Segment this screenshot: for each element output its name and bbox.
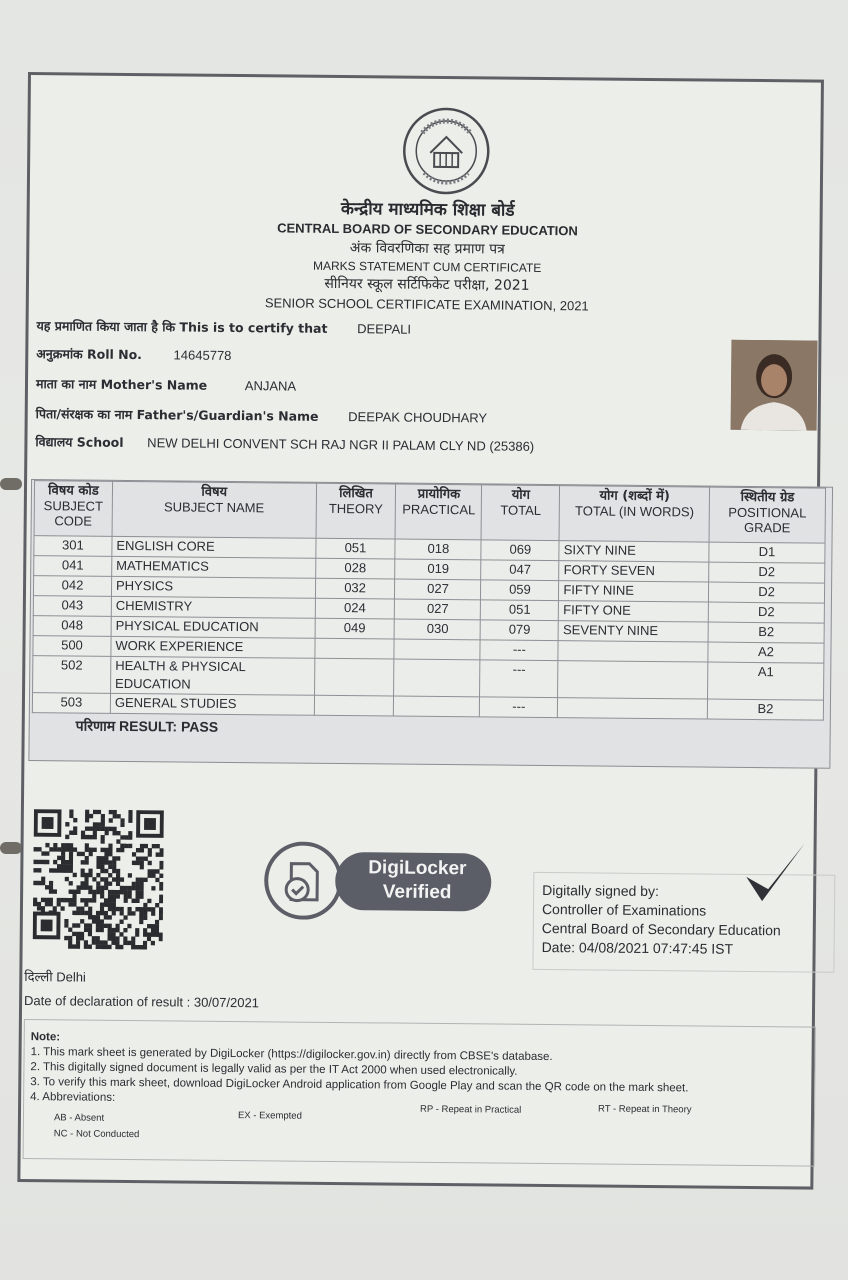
- total-marks: 047: [481, 560, 559, 581]
- note-item: 2. This digitally signed document is legally valid as per the IT Act 2000 when used electronically.: [30, 1061, 518, 1078]
- subject-name: WORK EXPERIENCE: [111, 636, 315, 658]
- theory-marks: 032: [315, 578, 395, 599]
- exam-english: SENIOR SCHOOL CERTIFICATE EXAMINATION, 2021: [264, 295, 589, 314]
- marks-table: [32, 480, 826, 721]
- column-header-hindi: विषय: [201, 484, 228, 500]
- result-text: परिणाम RESULT: PASS: [75, 717, 219, 735]
- signature-date: Date: 04/08/2021 07:47:45 IST: [541, 938, 734, 957]
- abbr-not-conducted: NC - Not Conducted: [53, 1128, 140, 1141]
- table-header-row: [34, 481, 825, 544]
- theory-marks: 024: [315, 598, 395, 619]
- total-in-words: [558, 641, 708, 662]
- candidate-photo: [731, 340, 818, 431]
- subject-code: 043: [33, 596, 111, 617]
- note-item: 3. To verify this mark sheet, download DigiLocker Android application from Google Play and scan the QR code on the mark sheet.: [30, 1076, 689, 1095]
- signer-organisation: Central Board of Secondary Education: [541, 919, 781, 939]
- school-name: NEW DELHI CONVENT SCH RAJ NGR II PALAM CLY ND (25386): [147, 435, 535, 454]
- abbr-repeat-theory: RT - Repeat in Theory: [598, 1103, 692, 1116]
- positional-grade: A1: [708, 662, 824, 700]
- column-header-english: THEORY: [328, 500, 383, 517]
- subject-code: 041: [34, 556, 112, 577]
- theory-marks: [314, 695, 394, 716]
- notes-box: [23, 1019, 816, 1167]
- subject-name: GENERAL STUDIES: [110, 693, 314, 715]
- subject-name: ENGLISH CORE: [112, 536, 316, 558]
- column-header-hindi: योग: [511, 487, 531, 503]
- positional-grade: B2: [708, 622, 824, 643]
- column-header: [396, 484, 483, 540]
- column-header: [112, 481, 316, 538]
- practical-marks: [394, 639, 480, 660]
- mother-label: माता का नाम Mother's Name: [35, 376, 208, 393]
- positional-grade: A2: [708, 642, 824, 663]
- board-name-english: CENTRAL BOARD OF SECONDARY EDUCATION: [277, 220, 578, 239]
- subject-name: CHEMISTRY: [111, 596, 315, 618]
- subject-name: HEALTH & PHYSICAL EDUCATION: [110, 656, 314, 695]
- signer-title: Controller of Examinations: [541, 900, 707, 919]
- positional-grade: D2: [708, 602, 824, 623]
- total-in-words: FORTY SEVEN: [559, 561, 709, 582]
- column-header-english: PRACTICAL: [402, 501, 476, 518]
- total-in-words: [558, 661, 708, 699]
- subject-code: 048: [33, 616, 111, 637]
- certify-row: [36, 317, 411, 338]
- column-header: [559, 486, 709, 542]
- positional-grade: D2: [709, 562, 825, 583]
- note-item: 1. This mark sheet is generated by DigiLocker (https://digilocker.gov.in) directly from CBSE's database.: [30, 1046, 553, 1064]
- certify-label: यह प्रमाणित किया जाता है कि This is to certify that: [36, 318, 328, 336]
- board-name-hindi: केन्द्रीय माध्यमिक शिक्षा बोर्ड: [340, 199, 515, 221]
- candidate-name: DEEPALI: [357, 321, 412, 337]
- cbse-emblem-icon: [402, 107, 491, 196]
- signed-by-label: Digitally signed by:: [542, 881, 659, 900]
- father-label: पिता/संरक्षक का नाम Father's/Guardian's Name: [35, 406, 319, 424]
- declaration-date: Date of declaration of result : 30/07/2021: [24, 993, 260, 1011]
- father-row: [36, 405, 488, 426]
- subject-code: 042: [33, 576, 111, 597]
- roll-number: 14645778: [173, 347, 232, 363]
- subject-code: 301: [34, 536, 112, 557]
- father-name: DEEPAK CHOUDHARY: [348, 409, 488, 426]
- total-in-words: SIXTY NINE: [559, 541, 709, 562]
- positional-grade: B2: [707, 699, 823, 720]
- subject-code: 503: [32, 693, 110, 714]
- total-marks: 059: [481, 580, 559, 601]
- theory-marks: 028: [315, 558, 395, 579]
- title-hindi: अंक विवरणिका सह प्रमाण पत्र: [349, 240, 505, 258]
- total-in-words: SEVENTY NINE: [558, 621, 708, 642]
- column-header-hindi: विषय कोड: [48, 483, 99, 499]
- digilocker-verified-badge: [263, 841, 494, 921]
- practical-marks: [394, 696, 480, 717]
- digilocker-label: DigiLocker: [368, 857, 467, 880]
- practical-marks: 027: [395, 579, 481, 600]
- total-marks: 069: [481, 540, 559, 561]
- column-header-hindi: लिखित: [339, 486, 373, 502]
- portrait-image: [731, 340, 818, 431]
- abbr-exempted: EX - Exempted: [237, 1110, 302, 1122]
- total-in-words: FIFTY NINE: [559, 581, 709, 602]
- digital-signature-box: [532, 872, 835, 973]
- column-header-hindi: स्थितीय ग्रेड: [740, 489, 795, 506]
- abbr-absent: AB - Absent: [53, 1112, 105, 1124]
- theory-marks: [314, 658, 394, 696]
- column-header-hindi: योग (शब्दों में): [599, 488, 670, 505]
- subject-code: 500: [33, 636, 111, 657]
- school-label: विद्यालय School: [35, 434, 124, 450]
- mother-row: [36, 375, 296, 394]
- practical-marks: 030: [395, 619, 481, 640]
- binder-hole-bottom: [0, 842, 22, 854]
- notes-title: Note:: [30, 1031, 61, 1044]
- positional-grade: D1: [709, 542, 825, 563]
- abbr-repeat-practical: RP - Repeat in Practical: [420, 1103, 522, 1116]
- certificate: [17, 72, 824, 1190]
- qr-code-icon: [33, 809, 164, 950]
- subject-name: PHYSICAL EDUCATION: [111, 616, 315, 638]
- total-in-words: FIFTY ONE: [559, 601, 709, 622]
- column-header: [481, 485, 559, 541]
- total-marks: ---: [480, 660, 558, 698]
- place-text: दिल्ली Delhi: [24, 969, 86, 985]
- title-english: MARKS STATEMENT CUM CERTIFICATE: [312, 258, 542, 275]
- column-header-english: SUBJECT CODE: [43, 498, 104, 529]
- column-header-english: TOTAL (IN WORDS): [574, 503, 695, 520]
- theory-marks: [314, 638, 394, 659]
- marks-table-container: [28, 479, 833, 769]
- roll-label: अनुक्रमांक Roll No.: [36, 346, 143, 363]
- binder-hole-top: [0, 478, 22, 490]
- note-item: 4. Abbreviations:: [30, 1091, 116, 1104]
- column-header-english: TOTAL: [500, 502, 542, 518]
- mother-name: ANJANA: [244, 378, 297, 394]
- column-header: [34, 481, 112, 537]
- subject-name: PHYSICS: [111, 576, 315, 598]
- subject-name: MATHEMATICS: [112, 556, 316, 578]
- total-in-words: [558, 698, 708, 719]
- total-marks: ---: [480, 697, 558, 718]
- subject-code: 502: [33, 656, 111, 694]
- total-marks: ---: [480, 640, 558, 661]
- practical-marks: 019: [395, 559, 481, 580]
- column-header-english: SUBJECT NAME: [163, 499, 265, 516]
- total-marks: 079: [481, 620, 559, 641]
- school-row: [35, 433, 534, 455]
- positional-grade: D2: [709, 582, 825, 603]
- practical-marks: [394, 659, 480, 697]
- practical-marks: 027: [395, 599, 481, 620]
- theory-marks: 051: [315, 538, 395, 559]
- practical-marks: 018: [395, 539, 481, 560]
- column-header-english: POSITIONAL GRADE: [728, 504, 807, 536]
- total-marks: 051: [481, 600, 559, 621]
- column-header: [316, 483, 396, 539]
- theory-marks: 049: [315, 618, 395, 639]
- column-header-hindi: प्रायोगिक: [417, 486, 461, 503]
- column-header: [709, 487, 825, 543]
- verified-label: Verified: [382, 881, 452, 904]
- exam-hindi: सीनियर स्कूल सर्टिफिकेट परीक्षा, 2021: [324, 275, 530, 294]
- roll-row: [36, 345, 231, 364]
